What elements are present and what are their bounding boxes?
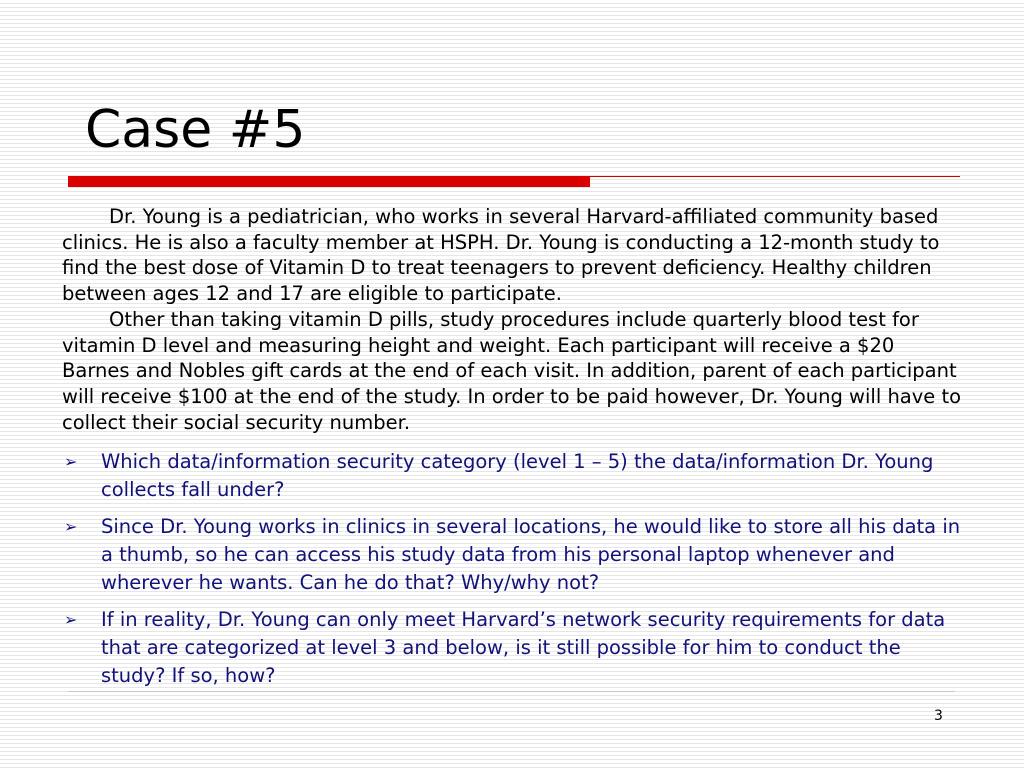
list-item <box>62 448 967 504</box>
question-list <box>62 448 967 699</box>
list-item <box>62 606 967 690</box>
list-item <box>62 513 967 597</box>
arrow-bullet-icon: ➢ <box>64 517 78 536</box>
page-number: 3 <box>934 708 943 724</box>
title-underline-line <box>590 176 960 177</box>
paragraph: Dr. Young is a pediatrician, who works in several Harvard-affiliated community based clinics. He is also a faculty member at HSPH. Dr. Young is conducting a 12-month study to find the best dose of Vitamin D to treat teenagers to prevent deficiency. Healthy children between ages 12 and 17 are eligible to participate. <box>62 205 940 306</box>
slide-title: Case #5 <box>85 100 306 160</box>
title-underline-bar <box>68 176 590 187</box>
footer-divider <box>68 691 955 692</box>
case-description <box>62 204 967 435</box>
arrow-bullet-icon: ➢ <box>64 452 78 471</box>
arrow-bullet-icon: ➢ <box>64 610 78 629</box>
paragraph: Other than taking vitamin D pills, study procedures include quarterly blood test for vitamin D level and measuring height and weight. Each participant will receive a $20 Barnes and Nobles gift cards at the end of each visit. In addition, parent of each participant will receive $100 at the end of the study. In order to be paid however, Dr. Young will have to collect their social security number. <box>62 307 962 434</box>
question-text: Which data/information security category (level 1 – 5) the data/information Dr. Young collects fall under? <box>101 450 934 501</box>
question-text: Since Dr. Young works in clinics in several locations, he would like to store all his data in a thumb, so he can access his study data from his personal laptop whenever and wherever he wants. Can he do that? Why/why not? <box>101 515 961 594</box>
question-text: If in reality, Dr. Young can only meet Harvard’s network security requirements for data that are categorized at level 3 and below, is it still possible for him to conduct the study? If so, how? <box>101 608 946 687</box>
